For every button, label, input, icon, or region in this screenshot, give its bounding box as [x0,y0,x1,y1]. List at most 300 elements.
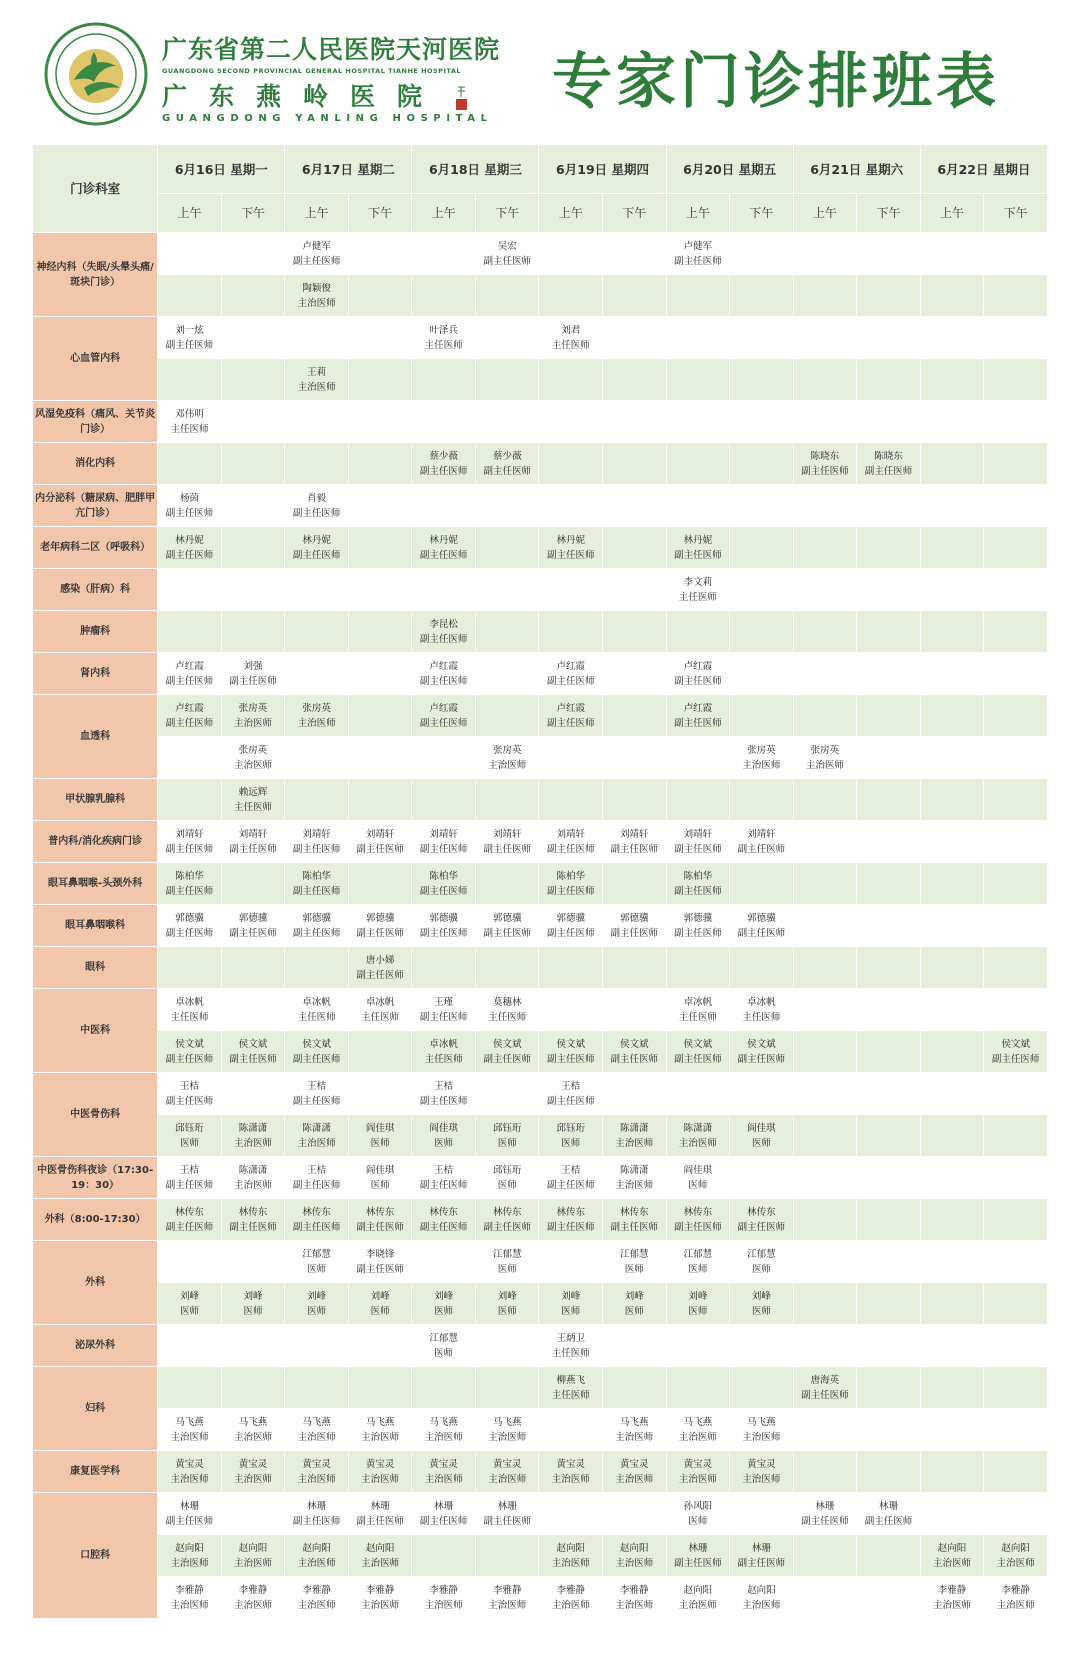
doctor-name: 刘峰 [370,1290,390,1302]
header-row-sessions [33,194,1048,233]
schedule-cell [412,1535,476,1577]
schedule-cell [539,1409,603,1451]
schedule-cell [221,1367,285,1409]
schedule-cell [475,1409,539,1451]
doctor-title: 副主任医师 [737,927,786,939]
doctor-name: 赵向阳 [302,1542,331,1554]
doctor-title: 副主任医师 [419,885,468,897]
doctor-title: 副主任医师 [419,549,468,561]
doctor-name: 李雅静 [937,1584,967,1596]
schedule-row [33,1115,1048,1157]
doctor-name: 赵向阳 [747,1584,776,1596]
schedule-cell [666,401,730,443]
doctor-name: 马飞燕 [429,1416,458,1428]
doctor-title: 副主任医师 [229,1053,277,1065]
schedule-cell [920,1535,984,1577]
schedule-cell [984,359,1048,401]
schedule-cell [666,947,730,989]
doctor-title: 医师 [497,1263,517,1275]
schedule-cell [158,1451,222,1493]
schedule-cell [920,317,984,359]
doctor-name: 刘靖轩 [556,828,585,840]
doctor-name: 马飞燕 [365,1416,395,1428]
doctor-name: 卢健军 [683,240,713,252]
schedule-cell [285,1409,349,1451]
schedule-cell [285,443,349,485]
doctor-name: 林传东 [175,1206,204,1218]
doctor-name: 李昆松 [429,618,458,630]
schedule-cell [539,485,603,527]
schedule-row [33,989,1048,1031]
doctor-name: 陈柏华 [683,870,713,882]
doctor-title: 副主任医师 [419,1515,468,1527]
doctor-title: 主治医师 [932,1599,971,1611]
doctor-name: 陈潇潇 [683,1122,713,1134]
schedule-cell [984,233,1048,275]
doctor-name: 刘峰 [180,1290,200,1302]
doctor-name: 陈潇潇 [302,1122,331,1134]
schedule-cell [285,1073,349,1115]
schedule-cell [793,905,857,947]
schedule-cell [666,695,730,737]
schedule-cell [221,1577,285,1619]
doctor-name: 侯文斌 [492,1038,522,1050]
schedule-cell [857,359,921,401]
schedule-cell [920,779,984,821]
doctor-title: 主治医师 [678,1137,717,1149]
schedule-cell [603,947,667,989]
schedule-cell [793,821,857,863]
schedule-cell [793,443,857,485]
schedule-cell [475,905,539,947]
doctor-name: 阎佳琪 [365,1122,395,1134]
doctor-title: 副主任医师 [483,1053,531,1065]
doctor-name: 马飞燕 [238,1416,268,1428]
doctor-title: 副主任医师 [419,1221,468,1233]
doctor-name: 黄宝灵 [429,1458,458,1470]
schedule-cell [221,1409,285,1451]
doctor-name: 江郁慧 [492,1248,522,1260]
schedule-cell [920,275,984,317]
schedule-cell [984,737,1048,779]
schedule-cell [539,1157,603,1199]
schedule-row [33,359,1048,401]
schedule-cell [221,359,285,401]
department-name: 眼耳鼻咽喉科 [33,905,158,947]
department-name: 心血管内科 [33,317,158,401]
page-header [0,0,1080,148]
schedule-row [33,1577,1048,1619]
doctor-name: 赵向阳 [556,1542,585,1554]
doctor-title: 副主任医师 [546,885,595,897]
department-name: 风湿免疫科（痛风、关节炎门诊） [33,401,158,443]
schedule-cell [539,1325,603,1367]
schedule-cell [412,1325,476,1367]
session-pm-header: 下午 [475,194,539,233]
schedule-cell [475,1283,539,1325]
schedule-cell [984,947,1048,989]
doctor-name: 柳燕飞 [556,1374,585,1386]
doctor-title: 副主任医师 [292,1179,341,1191]
doctor-name: 卓冰帆 [683,996,713,1008]
schedule-cell [158,653,222,695]
hospital2-name-cn: 广东燕岭医院 [162,82,445,111]
schedule-row [33,1031,1048,1073]
schedule-row [33,611,1048,653]
doctor-title: 医师 [688,1263,708,1275]
schedule-cell [221,443,285,485]
schedule-cell [730,695,794,737]
doctor-title: 副主任医师 [419,1011,468,1023]
schedule-cell [412,1115,476,1157]
doctor-name: 阎佳琪 [683,1164,713,1176]
doctor-title: 主任医师 [361,1011,400,1023]
schedule-cell [348,1451,412,1493]
schedule-cell [603,863,667,905]
doctor-title: 医师 [688,1179,708,1191]
schedule-cell [539,1073,603,1115]
schedule-cell [158,1031,222,1073]
doctor-name: 侯文斌 [683,1038,713,1050]
schedule-cell [857,1535,921,1577]
schedule-cell [920,1283,984,1325]
doctor-title: 主治医师 [742,1473,781,1485]
day-header: 6月19日 星期四 [539,145,666,194]
schedule-cell [475,569,539,611]
doctor-name: 卢健军 [302,240,331,252]
department-name: 神经内科（失眠/头晕头痛/斑块门诊） [33,233,158,317]
schedule-cell [158,527,222,569]
schedule-cell [920,737,984,779]
schedule-row [33,569,1048,611]
doctor-title: 主治医师 [996,1599,1035,1611]
doctor-name: 肖毅 [307,492,327,504]
doctor-title: 主治医师 [170,1599,209,1611]
doctor-name: 刘靖轩 [492,828,522,840]
schedule-cell [348,275,412,317]
doctor-name: 王桔 [434,1164,454,1176]
schedule-cell [666,1409,730,1451]
schedule-cell [730,1367,794,1409]
schedule-cell [857,527,921,569]
schedule-cell [348,653,412,695]
schedule-cell [857,611,921,653]
schedule-row [33,1409,1048,1451]
doctor-title: 主治医师 [170,1557,209,1569]
schedule-cell [920,947,984,989]
department-name: 眼科 [33,947,158,989]
schedule-cell [730,863,794,905]
doctor-title: 主治医师 [297,1557,336,1569]
doctor-name: 王桔 [561,1164,581,1176]
schedule-cell [348,485,412,527]
doctor-title: 副主任医师 [356,1263,404,1275]
schedule-cell [920,233,984,275]
schedule-cell [920,1241,984,1283]
doctor-title: 副主任医师 [483,927,531,939]
schedule-cell [285,737,349,779]
schedule-cell [857,1199,921,1241]
schedule-row [33,1451,1048,1493]
schedule-cell [920,401,984,443]
schedule-cell [539,275,603,317]
doctor-title: 主治医师 [234,1137,273,1149]
doctor-title: 医师 [180,1137,200,1149]
schedule-cell [984,905,1048,947]
doctor-name: 黄宝灵 [620,1458,649,1470]
doctor-title: 副主任医师 [356,927,404,939]
doctor-name: 王炳卫 [556,1332,585,1344]
schedule-cell [730,401,794,443]
schedule-row [33,1367,1048,1409]
schedule-cell [539,1577,603,1619]
schedule-cell [603,1283,667,1325]
schedule-cell [412,695,476,737]
schedule-cell [666,1535,730,1577]
doctor-name: 阎佳琪 [747,1122,776,1134]
doctor-title: 主治医师 [361,1599,400,1611]
doctor-title: 副主任医师 [356,1515,404,1527]
doctor-name: 卓冰帆 [302,996,331,1008]
department-name: 口腔科 [33,1493,158,1619]
schedule-cell [920,611,984,653]
doctor-title: 医师 [688,1515,708,1527]
doctor-title: 副主任医师 [674,927,722,939]
schedule-cell [730,1493,794,1535]
day-header: 6月21日 星期六 [793,145,920,194]
department-name: 消化内科 [33,443,158,485]
doctor-title: 主治医师 [932,1557,971,1569]
schedule-cell [793,1535,857,1577]
schedule-cell [603,1535,667,1577]
doctor-name: 王桔 [434,1080,454,1092]
doctor-name: 江郁慧 [747,1248,776,1260]
schedule-cell [221,695,285,737]
schedule-cell [730,1241,794,1283]
doctor-name: 卓冰帆 [429,1038,458,1050]
schedule-cell [666,1451,730,1493]
schedule-cell [348,821,412,863]
doctor-title: 主治医师 [551,1557,590,1569]
schedule-cell [793,989,857,1031]
schedule-row [33,443,1048,485]
schedule-cell [158,233,222,275]
doctor-name: 郭德骥 [175,912,204,924]
schedule-cell [348,527,412,569]
schedule-cell [475,1199,539,1241]
doctor-name: 郭德骥 [683,912,713,924]
schedule-cell [984,1367,1048,1409]
schedule-cell [475,1577,539,1619]
schedule-cell [285,1577,349,1619]
doctor-name: 刘强 [243,660,263,672]
schedule-cell [348,1115,412,1157]
doctor-name: 林丹妮 [302,534,331,546]
schedule-cell [158,1325,222,1367]
schedule-cell [285,1367,349,1409]
hospital-logo-icon [44,22,148,126]
schedule-cell [793,527,857,569]
schedule-cell [539,737,603,779]
doctor-name: 赖远辉 [238,786,268,798]
schedule-cell [158,1577,222,1619]
schedule-cell [285,1241,349,1283]
schedule-cell [348,611,412,653]
schedule-cell [158,1409,222,1451]
doctor-name: 侯文斌 [747,1038,776,1050]
doctor-name: 侯文斌 [1001,1038,1030,1050]
schedule-cell [920,989,984,1031]
schedule-cell [285,317,349,359]
doctor-title: 副主任医师 [356,1221,404,1233]
doctor-title: 主治医师 [615,1431,654,1443]
session-pm-header: 下午 [348,194,412,233]
schedule-cell [221,737,285,779]
doctor-name: 刘峰 [434,1290,454,1302]
schedule-cell [730,1409,794,1451]
doctor-title: 主治医师 [615,1137,654,1149]
doctor-name: 刘靖轩 [683,828,713,840]
schedule-cell [793,779,857,821]
doctor-name: 邱钰珩 [556,1122,585,1134]
schedule-cell [158,1199,222,1241]
schedule-cell [475,1157,539,1199]
schedule-cell [603,1451,667,1493]
schedule-cell [412,821,476,863]
schedule-cell [475,1493,539,1535]
session-am-header: 上午 [666,194,730,233]
schedule-cell [603,401,667,443]
schedule-cell [221,1199,285,1241]
schedule-cell [158,485,222,527]
schedule-cell [793,1115,857,1157]
schedule-cell [920,905,984,947]
schedule-cell [920,695,984,737]
department-name: 康复医学科 [33,1451,158,1493]
schedule-cell [793,1493,857,1535]
session-am-header: 上午 [158,194,222,233]
schedule-cell [348,233,412,275]
schedule-row [33,653,1048,695]
schedule-cell [730,1325,794,1367]
schedule-cell [348,1325,412,1367]
schedule-cell [666,1031,730,1073]
doctor-title: 医师 [434,1347,454,1359]
schedule-cell [730,947,794,989]
schedule-cell [412,359,476,401]
schedule-cell [475,1031,539,1073]
doctor-name: 李晓锋 [365,1248,395,1260]
doctor-name: 卓冰帆 [365,996,395,1008]
doctor-title: 副主任医师 [419,927,468,939]
schedule-cell [285,485,349,527]
schedule-cell [158,443,222,485]
schedule-cell [603,1577,667,1619]
schedule-cell [920,359,984,401]
doctor-title: 副主任医师 [229,843,277,855]
schedule-cell [158,569,222,611]
schedule-cell [539,527,603,569]
doctor-name: 陈柏华 [556,870,585,882]
schedule-cell [475,443,539,485]
schedule-cell [221,779,285,821]
day-header: 6月18日 星期三 [412,145,539,194]
doctor-title: 医师 [751,1305,771,1317]
header-row-days [33,145,1048,194]
schedule-cell [603,1241,667,1283]
schedule-cell [857,1283,921,1325]
doctor-name: 陈柏华 [302,870,331,882]
schedule-cell [221,527,285,569]
doctor-title: 主任医师 [742,1011,781,1023]
doctor-title: 主治医师 [234,1557,273,1569]
schedule-cell [857,779,921,821]
doctor-title: 医师 [497,1179,517,1191]
schedule-cell [475,1115,539,1157]
doctor-title: 副主任医师 [801,465,849,477]
department-name: 中医科 [33,989,158,1073]
schedule-cell [666,863,730,905]
schedule-cell [984,779,1048,821]
schedule-cell [984,653,1048,695]
schedule-cell [603,1157,667,1199]
doctor-name: 李雅静 [556,1584,585,1596]
doctor-title: 主治医师 [234,1473,273,1485]
schedule-cell [730,569,794,611]
doctor-title: 副主任医师 [292,885,341,897]
doctor-name: 林丹妮 [429,534,458,546]
schedule-cell [666,233,730,275]
doctor-title: 主任医师 [170,1011,209,1023]
department-name: 眼耳鼻咽喉-头颈外科 [33,863,158,905]
doctor-title: 副主任医师 [546,927,595,939]
doctor-title: 副主任医师 [419,717,468,729]
schedule-cell [412,1241,476,1283]
doctor-title: 主治医师 [234,1599,273,1611]
doctor-title: 主治医师 [488,1599,527,1611]
schedule-cell [412,1577,476,1619]
schedule-cell [793,1031,857,1073]
schedule-cell [412,443,476,485]
schedule-cell [539,1283,603,1325]
doctor-title: 主任医师 [170,423,209,435]
schedule-cell [412,233,476,275]
doctor-name: 黄宝灵 [683,1458,713,1470]
doctor-name: 黄宝灵 [556,1458,585,1470]
schedule-cell [348,401,412,443]
doctor-name: 侯文斌 [175,1038,204,1050]
doctor-name: 陶颖俊 [302,282,331,294]
doctor-name: 王桔 [307,1080,327,1092]
schedule-row [33,527,1048,569]
schedule-cell [984,863,1048,905]
schedule-cell [158,863,222,905]
schedule-cell [348,1577,412,1619]
schedule-cell [857,1241,921,1283]
doctor-name: 王桔 [307,1164,327,1176]
schedule-cell [158,821,222,863]
doctor-name: 黄宝灵 [302,1458,331,1470]
doctor-title: 医师 [751,1137,771,1149]
schedule-cell [730,1577,794,1619]
doctor-title: 主治医师 [297,1137,336,1149]
doctor-name: 刘峰 [688,1290,708,1302]
doctor-title: 副主任医师 [229,1221,277,1233]
session-pm-header: 下午 [857,194,921,233]
schedule-row [33,485,1048,527]
doctor-title: 主治医师 [488,1431,527,1443]
schedule-cell [539,611,603,653]
